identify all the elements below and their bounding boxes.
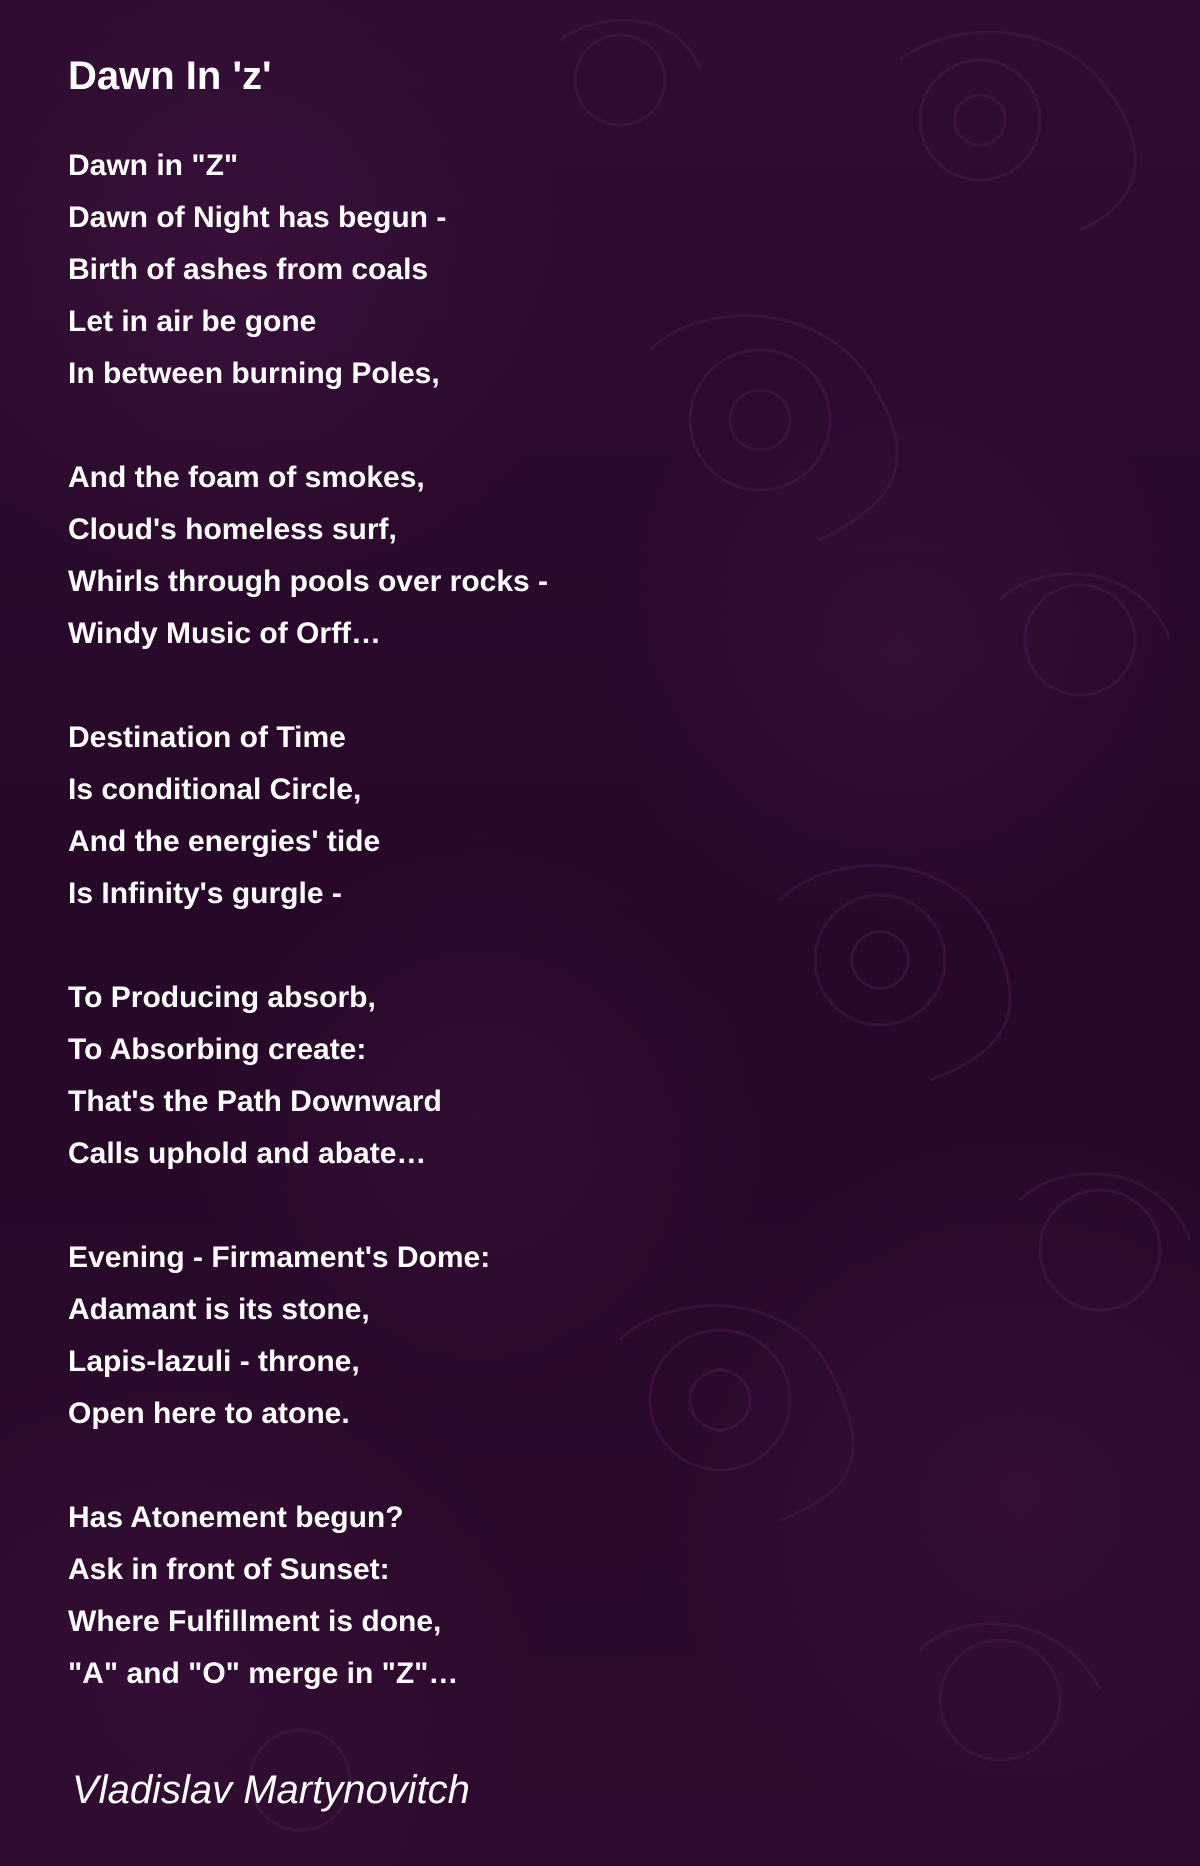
stanza <box>68 972 1148 1180</box>
stanza <box>68 1492 1148 1700</box>
stanza <box>68 140 1148 400</box>
poem-line: Calls uphold and abate… <box>68 1137 427 1170</box>
poem-line: Ask in front of Sunset: <box>68 1553 390 1586</box>
poem-line: Is conditional Circle, <box>68 773 362 806</box>
poem-line: Is Infinity's gurgle - <box>68 877 342 910</box>
poem-line: Windy Music of Orff… <box>68 617 382 650</box>
poem-line: And the foam of smokes, <box>68 461 425 494</box>
poem-line: Whirls through pools over rocks - <box>68 565 549 598</box>
poem-line: And the energies' tide <box>68 825 381 858</box>
stanza <box>68 1232 1148 1440</box>
stanza <box>68 712 1148 920</box>
poem-line: Birth of ashes from coals <box>68 253 429 286</box>
poem-line: To Producing absorb, <box>68 981 376 1014</box>
poem-line: "A" and "O" merge in "Z"… <box>68 1657 459 1690</box>
poem-line: In between burning Poles, <box>68 357 440 390</box>
poem-author: Vladislav Martynovitch <box>72 1768 470 1812</box>
poem-line: Dawn of Night has begun - <box>68 201 447 234</box>
poem-line: Destination of Time <box>68 721 346 754</box>
poem-line: Where Fulfillment is done, <box>68 1605 442 1638</box>
poem-line: Let in air be gone <box>68 305 317 338</box>
poem-line: Dawn in "Z" <box>68 149 239 182</box>
poem-line: Evening - Firmament's Dome: <box>68 1241 491 1274</box>
poem-line: Open here to atone. <box>68 1397 350 1430</box>
poem-line: Lapis-lazuli - throne, <box>68 1345 360 1378</box>
poem-line: Adamant is its stone, <box>68 1293 370 1326</box>
poem-line: To Absorbing create: <box>68 1033 367 1066</box>
poem-line: Cloud's homeless surf, <box>68 513 397 546</box>
poem-line: Has Atonement begun? <box>68 1501 404 1534</box>
stanza <box>68 452 1148 660</box>
poem-container <box>68 48 1148 1752</box>
poem-line: That's the Path Downward <box>68 1085 442 1118</box>
poem-title: Dawn In 'z' <box>68 54 272 98</box>
